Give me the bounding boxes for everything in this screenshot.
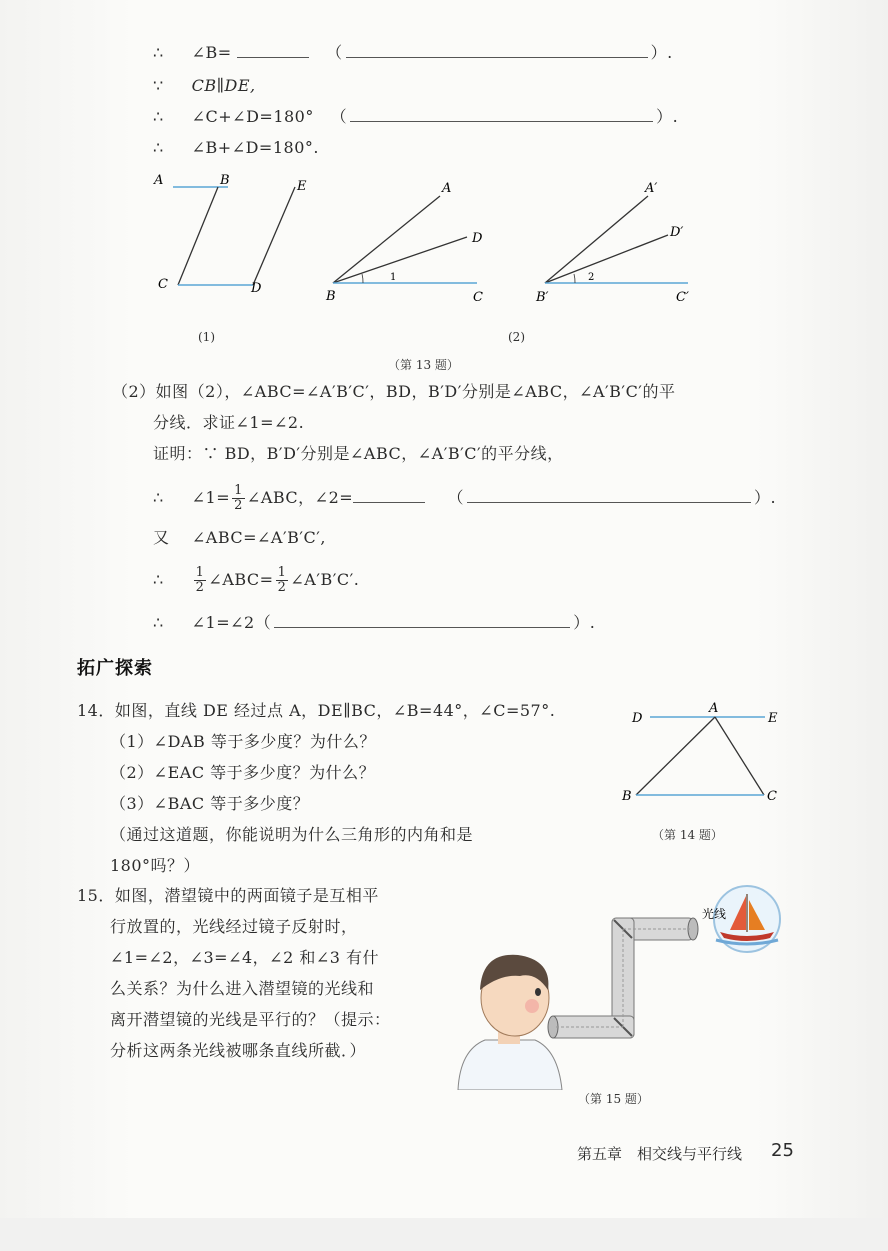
fraction-half [194,566,207,595]
angle-2-label: 2 [588,272,595,283]
proof-text: ∠B= [191,43,232,62]
label-A: A [442,181,452,196]
paren-close: ）. [656,107,679,126]
therefore-symbol: ∴ [153,488,164,507]
therefore-symbol: ∴ [153,613,164,632]
figure-14 [620,695,790,815]
label-A: A [154,173,164,188]
figure-13-1 [153,173,307,296]
q15-line-1: 15．如图，潜望镜中的两面镜子是互相平 [77,886,379,905]
proof-line-3 [153,106,678,128]
q13-2-line-5 [153,527,326,549]
proof-text: ∠B+∠D=180°. [191,138,319,157]
answer-blank[interactable] [353,488,425,503]
label-C: C [158,277,168,292]
reason-blank[interactable] [274,613,570,628]
paren-open: （ [447,488,465,507]
label-C-prime: C′ [676,290,689,305]
label-D: D [251,281,262,296]
also-symbol: 又 [153,528,170,547]
proof-text: ∠ABC= [208,570,274,589]
q15-line-6: 分析这两条光线被哪条直线所截．） [110,1041,367,1060]
label-C: C [767,789,777,804]
fraction-denominator: 2 [277,580,287,595]
label-E: E [768,711,778,726]
proof-text: CB∥DE, [191,76,256,95]
light-ray-label: 光线 [702,907,727,921]
proof-text: ∠1= [191,488,231,507]
figure-13 [140,170,740,370]
therefore-symbol: ∴ [153,138,164,157]
q13-2-line-3: 证明：∵ BD，B′D′分别是∠ABC，∠A′B′C′的平分线， [153,444,564,463]
paren-open: （ [330,107,348,126]
because-symbol: ∵ [153,76,164,95]
q13-2-line-2: 分线．求证∠1=∠2. [153,413,305,432]
label-A-prime: A′ [645,181,658,196]
fraction-half [232,484,245,513]
reason-blank[interactable] [467,488,751,503]
q14-line-4: （3）∠BAC 等于多少度？ [110,794,310,813]
label-B-prime: B′ [536,290,549,305]
fraction-half [276,566,289,595]
q13-2-line-4 [153,484,776,513]
reason-blank[interactable] [346,43,648,58]
q14-line-2: （1）∠DAB 等于多少度？为什么？ [110,732,376,751]
chapter-footer: 第五章 相交线与平行线 [577,1145,743,1163]
answer-blank[interactable] [237,43,309,58]
paren-close: ）. [754,488,777,507]
proof-text: ∠A′B′C′. [290,570,360,589]
figure-13-1-caption: (1) [198,330,215,344]
page-bottom-margin [0,1218,888,1251]
reason-blank[interactable] [350,107,653,122]
q13-2-line-7 [153,612,595,634]
proof-text: ∠C+∠D=180° [191,107,314,126]
q14-line-3: （2）∠EAC 等于多少度？为什么？ [110,763,376,782]
q15-line-3: ∠1=∠2，∠3=∠4，∠2 和∠3 有什 [110,948,380,967]
q14-line-1: 14．如图，直线 DE 经过点 A，DE∥BC，∠B=44°，∠C=57°. [77,701,556,720]
proof-line-2 [153,75,256,97]
fraction-denominator: 2 [195,580,205,595]
label-C: C [473,290,483,305]
figure-14-caption: （第 14 题） [652,828,723,842]
therefore-symbol: ∴ [153,107,164,126]
fraction-numerator: 1 [195,565,205,580]
label-B: B [326,289,336,304]
paren-open: （ [326,43,343,62]
boy-illustration [458,955,562,1090]
therefore-symbol: ∴ [153,43,164,62]
label-B: B [622,789,632,804]
fraction-denominator: 2 [234,498,243,513]
q15-line-4: 么关系？为什么进入潜望镜的光线和 [110,979,375,998]
figure-15-caption: （第 15 题） [578,1092,649,1106]
figure-13-caption: （第 13 题） [388,358,459,372]
proof-text: ∠ABC=∠A′B′C′, [191,528,326,547]
page-number: 25 [771,1140,794,1161]
label-E: E [297,179,307,194]
proof-text: ∠1=∠2（ [191,613,272,632]
label-D-prime: D′ [670,225,684,240]
q14-line-5: （通过这道题，你能说明为什么三角形的内角和是 [110,825,474,844]
q15-line-2: 行放置的，光线经过镜子反射时， [110,917,358,936]
label-B: B [220,173,230,188]
proof-line-1 [153,42,673,64]
q14-line-6: 180°吗？） [110,856,201,875]
label-A: A [709,701,719,716]
label-D: D [472,231,483,246]
therefore-symbol: ∴ [153,570,164,589]
paren-close: ）. [650,43,673,62]
angle-1-label: 1 [390,272,397,283]
fraction-numerator: 1 [234,483,243,498]
proof-text: ∠ABC，∠2= [246,488,354,507]
label-D: D [632,711,643,726]
q15-line-5: 离开潜望镜的光线是平行的？（提示： [110,1010,391,1029]
figure-13-2-caption: (2) [508,330,525,344]
q13-2-line-6 [153,566,359,595]
proof-line-4 [153,137,319,159]
q13-2-line-1: （2）如图（2），∠ABC=∠A′B′C′，BD，B′D′分别是∠ABC，∠A′B′C′的平 [112,382,676,401]
figure-13-3 [535,181,689,305]
paren-close: ）. [573,613,596,632]
section-title: 拓广探索 [77,658,153,679]
periscope-illustration [440,880,790,1090]
fraction-numerator: 1 [277,565,287,580]
periscope-icon [548,918,698,1038]
figure-13-2 [325,181,483,305]
